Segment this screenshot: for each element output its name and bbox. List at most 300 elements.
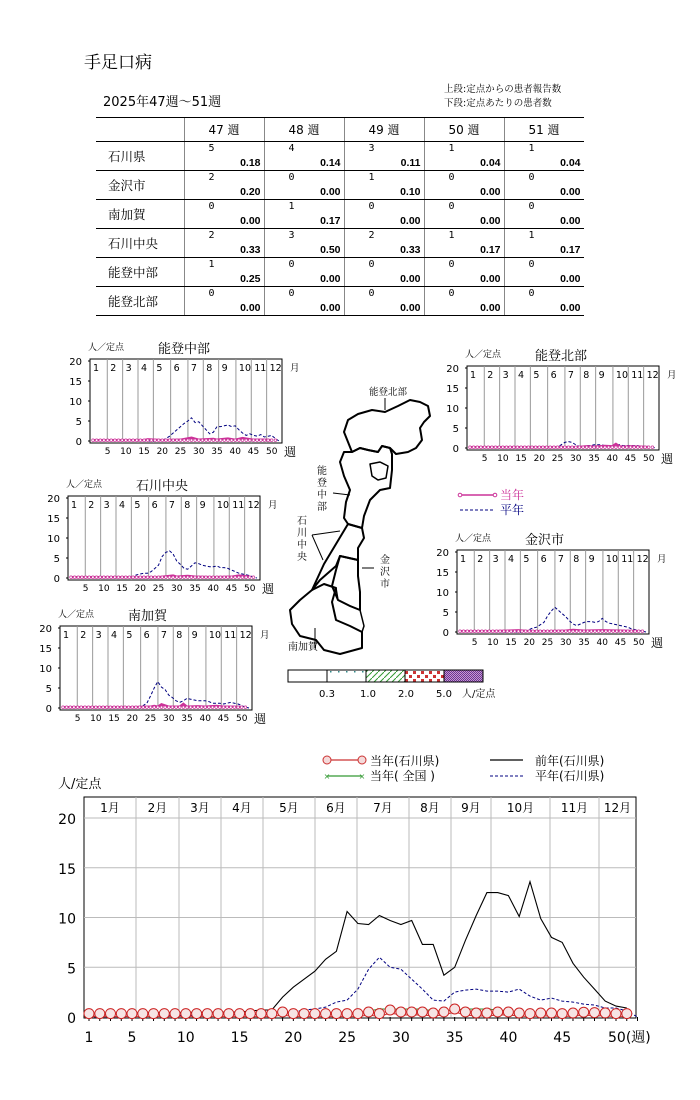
- current-ishikawa-point: [557, 1009, 567, 1019]
- current-ishikawa-point: [149, 1009, 159, 1019]
- series-current-point: [227, 576, 230, 579]
- month-label: 5: [156, 363, 163, 374]
- y-tick-label: 0: [45, 704, 52, 715]
- series-current-point: [568, 630, 571, 633]
- current-ishikawa-point: [95, 1009, 105, 1019]
- month-label: 9: [598, 370, 605, 381]
- current-ishikawa-point: [590, 1008, 600, 1018]
- table-cell: [424, 200, 504, 229]
- map-label-char: 市: [380, 579, 390, 590]
- month-label: 2: [80, 630, 87, 641]
- scale-tick: 5.0: [436, 689, 452, 700]
- page-title: 手足口病: [84, 53, 152, 73]
- series-current-point: [267, 439, 270, 442]
- week-unit: 週: [284, 445, 297, 459]
- scale-swatch-3: [405, 670, 444, 682]
- series-current-point: [612, 630, 615, 633]
- y-tick-label: 15: [446, 384, 459, 395]
- x-tick-label: 10: [98, 584, 110, 594]
- series-current-point: [575, 630, 578, 633]
- report-count: 0: [368, 259, 375, 270]
- series-current-point: [201, 439, 204, 442]
- scale-swatch-1: [327, 670, 366, 682]
- x-tick-label: 15: [505, 638, 517, 648]
- series-current-point: [190, 576, 193, 579]
- series-current-point: [260, 439, 263, 442]
- series-current-point: [114, 439, 117, 442]
- series-current-point: [84, 706, 87, 709]
- series-current-point: [597, 630, 600, 633]
- month-label: 12: [239, 630, 252, 641]
- series-current-point: [125, 439, 128, 442]
- series-current-point: [575, 446, 578, 449]
- x-tick-label: 10: [497, 454, 509, 464]
- x-tick-label: 40: [606, 454, 618, 464]
- month-label: 7月: [373, 801, 393, 815]
- series-current-point: [590, 630, 593, 633]
- month-label: 9: [191, 630, 198, 641]
- month-label: 3: [502, 370, 509, 381]
- series-current-point: [520, 446, 523, 449]
- x-tick-label: 35: [181, 714, 193, 724]
- x-tick-label: 5: [104, 447, 111, 457]
- current-ishikawa-point: [138, 1009, 148, 1019]
- series-current-point: [186, 576, 189, 579]
- series-current-point: [531, 446, 534, 449]
- map-label-char: 央: [297, 552, 307, 563]
- series-current-point: [164, 706, 167, 709]
- series-current-point: [138, 706, 141, 709]
- series-current-point: [462, 630, 465, 633]
- x-tick-label: 35: [211, 447, 223, 457]
- weekly-table: [96, 117, 584, 316]
- series-current-point: [193, 706, 196, 709]
- month-label: 10: [208, 630, 222, 641]
- unit-label: 人／定点: [455, 534, 492, 544]
- series-current-point: [542, 446, 545, 449]
- unit-label: 人／定点: [88, 343, 125, 353]
- y-tick-label: 0: [67, 1011, 76, 1027]
- series-current-point: [190, 439, 193, 442]
- month-label: 6: [143, 630, 150, 641]
- current-ishikawa-point: [224, 1009, 234, 1019]
- series-current-point: [616, 630, 619, 633]
- x-tick-label: 35: [578, 638, 590, 648]
- series-current-point: [528, 630, 531, 633]
- per-sentinel-rate: 0.11: [400, 157, 421, 169]
- y-tick-label: 15: [69, 377, 82, 388]
- series-current-point: [179, 576, 182, 579]
- legend-average-label: 平年: [500, 503, 525, 517]
- series-current-point: [248, 576, 251, 579]
- month-label: 1: [63, 630, 70, 641]
- current-ishikawa-point: [547, 1008, 557, 1018]
- current-ishikawa-point: [460, 1007, 470, 1017]
- series-current-point: [157, 706, 160, 709]
- series-current-point: [532, 630, 535, 633]
- series-current-point: [198, 439, 201, 442]
- report-count: 0: [368, 288, 375, 299]
- series-current-point: [237, 706, 240, 709]
- series-current-point: [594, 630, 597, 633]
- series-current-point: [238, 439, 241, 442]
- chart-noto-chubu: [69, 341, 299, 459]
- x-tick-label: 45: [614, 638, 627, 648]
- x-tick-label: 40: [207, 584, 219, 594]
- x-tick-label: 45: [624, 454, 637, 464]
- series-current-point: [226, 706, 229, 709]
- report-count: 0: [208, 201, 215, 212]
- report-count: 5: [208, 143, 215, 154]
- x-tick-label: 35: [189, 584, 201, 594]
- current-ishikawa-point: [331, 1009, 341, 1019]
- map-label-char: 川: [297, 528, 307, 539]
- series-current-point: [117, 576, 120, 579]
- month-label: 10: [605, 554, 619, 565]
- x-tick-label: 20: [156, 447, 169, 457]
- per-sentinel-rate: 0.25: [240, 273, 261, 285]
- series-current-point: [637, 630, 640, 633]
- plot-frame: [90, 359, 282, 443]
- report-count: 1: [368, 172, 375, 183]
- series-current-point: [227, 439, 230, 442]
- series-current-point: [168, 576, 171, 579]
- x-tick-label: 20: [533, 454, 546, 464]
- month-label: 11: [254, 363, 267, 374]
- series-current-point: [189, 706, 192, 709]
- series-current-point: [186, 706, 189, 709]
- series-current-point: [135, 576, 138, 579]
- x-tick-label: 25: [144, 714, 157, 724]
- series-current-point: [545, 446, 548, 449]
- series-current-point: [230, 706, 233, 709]
- month-label: 12: [646, 370, 659, 381]
- series-current-point: [647, 446, 650, 449]
- series-current-point: [505, 446, 508, 449]
- current-ishikawa-point: [159, 1009, 169, 1019]
- series-current-point: [106, 439, 109, 442]
- series-current-point: [466, 630, 469, 633]
- month-label: 7: [567, 370, 574, 381]
- series-current-point: [589, 446, 592, 449]
- series-current-point: [150, 439, 153, 442]
- series-current-point: [109, 706, 112, 709]
- series-current-point: [480, 446, 483, 449]
- series-current-point: [201, 576, 204, 579]
- month-label: 2: [110, 363, 117, 374]
- month-label: 2: [477, 554, 484, 565]
- series-current-point: [132, 576, 135, 579]
- report-count: 0: [368, 201, 375, 212]
- map-label-char: 登: [317, 478, 327, 489]
- scale-tick: 2.0: [398, 689, 414, 700]
- y-tick-label: 5: [53, 554, 60, 565]
- series-current-point: [160, 706, 163, 709]
- month-label: 2: [88, 500, 95, 511]
- report-count: 1: [528, 143, 535, 154]
- series-current-point: [238, 576, 241, 579]
- series-current-point: [76, 706, 79, 709]
- current-ishikawa-point: [84, 1009, 94, 1019]
- month-label: 4月: [232, 801, 252, 815]
- current-ishikawa-point: [450, 1004, 460, 1014]
- current-ishikawa-point: [374, 1009, 384, 1019]
- series-current-point: [513, 630, 516, 633]
- table-row: [96, 287, 584, 316]
- month-label: 12: [247, 500, 260, 511]
- month-label: 6: [151, 500, 158, 511]
- month-label: 1: [460, 554, 467, 565]
- current-ishikawa-point: [202, 1009, 212, 1019]
- series-current-point: [263, 439, 266, 442]
- y-tick-label: 0: [442, 628, 449, 639]
- month-label: 8: [206, 363, 213, 374]
- table-cell: [264, 287, 344, 316]
- x-tick-label: 30: [163, 714, 175, 724]
- series-current-point: [179, 439, 182, 442]
- series-current-point: [586, 630, 589, 633]
- map-noto-chubu: [340, 446, 392, 528]
- legend-marker-cross: ×: [323, 772, 331, 781]
- current-ishikawa-point: [439, 1007, 449, 1017]
- x-tick-label: 1: [84, 1030, 94, 1046]
- unit-label: 人／定点: [58, 610, 95, 620]
- current-ishikawa-point: [353, 1009, 363, 1019]
- series-current-point: [146, 706, 149, 709]
- series-current-point: [176, 576, 179, 579]
- table-cell: [184, 200, 264, 229]
- series-current-point: [128, 576, 131, 579]
- table-cell: [184, 258, 264, 287]
- current-ishikawa-point: [600, 1008, 610, 1018]
- current-ishikawa-point: [364, 1007, 374, 1017]
- x-tick-label: 40: [199, 714, 211, 724]
- series-current-point: [150, 576, 153, 579]
- series-current-point: [571, 446, 574, 449]
- series-current-point: [583, 630, 586, 633]
- region-name: 南加賀: [96, 200, 184, 229]
- current-ishikawa-point: [417, 1007, 427, 1017]
- region-name: 能登北部: [96, 287, 184, 316]
- series-current-point: [219, 576, 222, 579]
- table-header-row: [96, 118, 584, 142]
- week-header: 47 週: [184, 118, 264, 142]
- current-ishikawa-point: [536, 1008, 546, 1018]
- current-ishikawa-point: [310, 1009, 320, 1019]
- report-count: 1: [208, 259, 215, 270]
- x-tick-label: 30: [570, 454, 582, 464]
- x-tick-label: 25: [541, 638, 554, 648]
- x-tick-label: 50: [235, 714, 248, 724]
- map-label-char: 金: [380, 555, 390, 566]
- month-label: 3: [492, 554, 499, 565]
- series-current-point: [607, 446, 610, 449]
- month-label: 11: [232, 500, 245, 511]
- series-current-point: [205, 576, 208, 579]
- series-current-point: [139, 576, 142, 579]
- report-count: 1: [528, 230, 535, 241]
- chart-title: 石川中央: [136, 479, 189, 494]
- current-ishikawa-point: [106, 1009, 116, 1019]
- report-count: 0: [288, 288, 295, 299]
- month-label: 7: [557, 554, 564, 565]
- scale-unit: 人/定点: [462, 689, 496, 700]
- y-tick-label: 20: [69, 357, 82, 368]
- series-current-point: [651, 446, 654, 449]
- month-label: 3月: [190, 801, 210, 815]
- per-sentinel-rate: 0.00: [560, 215, 581, 227]
- x-tick-label: 5: [82, 584, 89, 594]
- report-count: 2: [208, 230, 215, 241]
- series-current-point: [62, 706, 65, 709]
- series-current-point: [106, 706, 109, 709]
- month-label: 8: [184, 500, 191, 511]
- legend-current-national: 当年( 全国 ): [370, 769, 435, 783]
- legend-previous-ishikawa: 前年(石川県): [535, 754, 605, 768]
- per-sentinel-rate: 0.00: [240, 302, 261, 314]
- current-ishikawa-point: [213, 1009, 223, 1019]
- month-label: 4: [508, 554, 515, 565]
- table-row: [96, 142, 584, 171]
- x-tick-label: 50: [632, 638, 645, 648]
- report-count: 0: [288, 172, 295, 183]
- map-label-noto-hokubu: 能登北部: [368, 387, 408, 398]
- x-tick-label: 25: [174, 447, 187, 457]
- per-sentinel-rate: 0.17: [480, 244, 501, 256]
- series-current-point: [244, 706, 247, 709]
- table-cell: [504, 287, 584, 316]
- current-ishikawa-point: [471, 1008, 481, 1018]
- current-ishikawa-point: [622, 1009, 632, 1019]
- series-current-point: [608, 630, 611, 633]
- month-label: 8: [573, 554, 580, 565]
- chart-ishikawa-chuo: [47, 478, 277, 596]
- plot-frame: [457, 550, 649, 634]
- series-current-point: [154, 439, 157, 442]
- chart-kanazawa: [436, 532, 666, 650]
- series-current-point: [91, 706, 94, 709]
- series-current-point: [114, 576, 117, 579]
- series-current-point: [65, 706, 68, 709]
- series-current-point: [245, 576, 248, 579]
- month-label: 1月: [100, 801, 120, 815]
- report-count: 2: [208, 172, 215, 183]
- month-label: 4: [111, 630, 118, 641]
- series-current-point: [136, 439, 139, 442]
- report-count: 0: [208, 288, 215, 299]
- table-cell: [264, 171, 344, 200]
- scale-swatch-0: [288, 670, 327, 682]
- series-current-point: [95, 439, 98, 442]
- series-current-point: [230, 439, 233, 442]
- current-ishikawa-point: [181, 1009, 191, 1019]
- series-current-point: [640, 446, 643, 449]
- series-current-point: [80, 706, 83, 709]
- table-cell: [184, 287, 264, 316]
- current-ishikawa-point: [407, 1007, 417, 1017]
- series-current-point: [601, 630, 604, 633]
- x-tick-label: 15: [230, 1030, 249, 1046]
- ishikawa-map: [290, 400, 430, 654]
- series-current-point: [618, 446, 621, 449]
- region-name: 能登中部: [96, 258, 184, 287]
- y-tick-label: 20: [58, 812, 76, 828]
- per-sentinel-rate: 0.20: [240, 186, 261, 198]
- per-sentinel-rate: 0.00: [240, 215, 261, 227]
- chart-noto-hokubu: [446, 348, 676, 466]
- region-name: 石川県: [96, 142, 184, 171]
- series-current-point: [157, 576, 160, 579]
- series-current-point: [634, 630, 637, 633]
- series-current-point: [110, 439, 113, 442]
- month-label: 10: [615, 370, 629, 381]
- per-sentinel-rate: 0.00: [320, 273, 341, 285]
- x-tick-label: 20: [284, 1030, 303, 1046]
- table-cell: [184, 171, 264, 200]
- series-current-point: [484, 630, 487, 633]
- plot-frame: [60, 626, 252, 710]
- series-current-point: [245, 439, 248, 442]
- report-count: 0: [288, 259, 295, 270]
- series-current-point: [182, 706, 185, 709]
- scale-tick: 0.3: [319, 689, 335, 700]
- y-tick-label: 20: [47, 494, 60, 505]
- series-current-point: [565, 630, 568, 633]
- series-current-point: [208, 706, 211, 709]
- series-current-point: [146, 576, 149, 579]
- table-cell: [504, 142, 584, 171]
- month-label: 10月: [506, 801, 535, 815]
- series-current-point: [627, 630, 630, 633]
- current-ishikawa-point: [116, 1009, 126, 1019]
- series-current-point: [161, 439, 164, 442]
- series-current-point: [553, 446, 556, 449]
- month-unit: 月: [260, 630, 270, 641]
- per-sentinel-rate: 0.14: [320, 157, 341, 169]
- x-tick-label: 25: [551, 454, 564, 464]
- region-name: 金沢市: [96, 171, 184, 200]
- series-current-point: [183, 439, 186, 442]
- table-row: [96, 200, 584, 229]
- series-current-point: [623, 630, 626, 633]
- x-tick-label: 50: [642, 454, 655, 464]
- series-current-point: [208, 439, 211, 442]
- series-current-point: [216, 576, 219, 579]
- current-ishikawa-point: [299, 1009, 309, 1019]
- series-current-point: [194, 576, 197, 579]
- series-current-point: [521, 630, 524, 633]
- series-current-point: [175, 706, 178, 709]
- series-current-point: [168, 706, 171, 709]
- month-label: 6: [173, 363, 180, 374]
- series-current-point: [70, 576, 73, 579]
- x-tick-label: 40: [499, 1030, 518, 1046]
- series-current-point: [113, 706, 116, 709]
- series-current-point: [116, 706, 119, 709]
- series-current-point: [142, 706, 145, 709]
- series-current-point: [579, 630, 582, 633]
- month-label: 12月: [603, 801, 632, 815]
- series-current-point: [252, 439, 255, 442]
- series-current-point: [626, 446, 629, 449]
- per-sentinel-rate: 0.50: [320, 244, 341, 256]
- series-current-point: [582, 446, 585, 449]
- month-label: 2: [487, 370, 494, 381]
- series-current-point: [498, 446, 501, 449]
- series-current-point: [578, 446, 581, 449]
- small-legend: [458, 487, 524, 517]
- series-current-point: [87, 706, 90, 709]
